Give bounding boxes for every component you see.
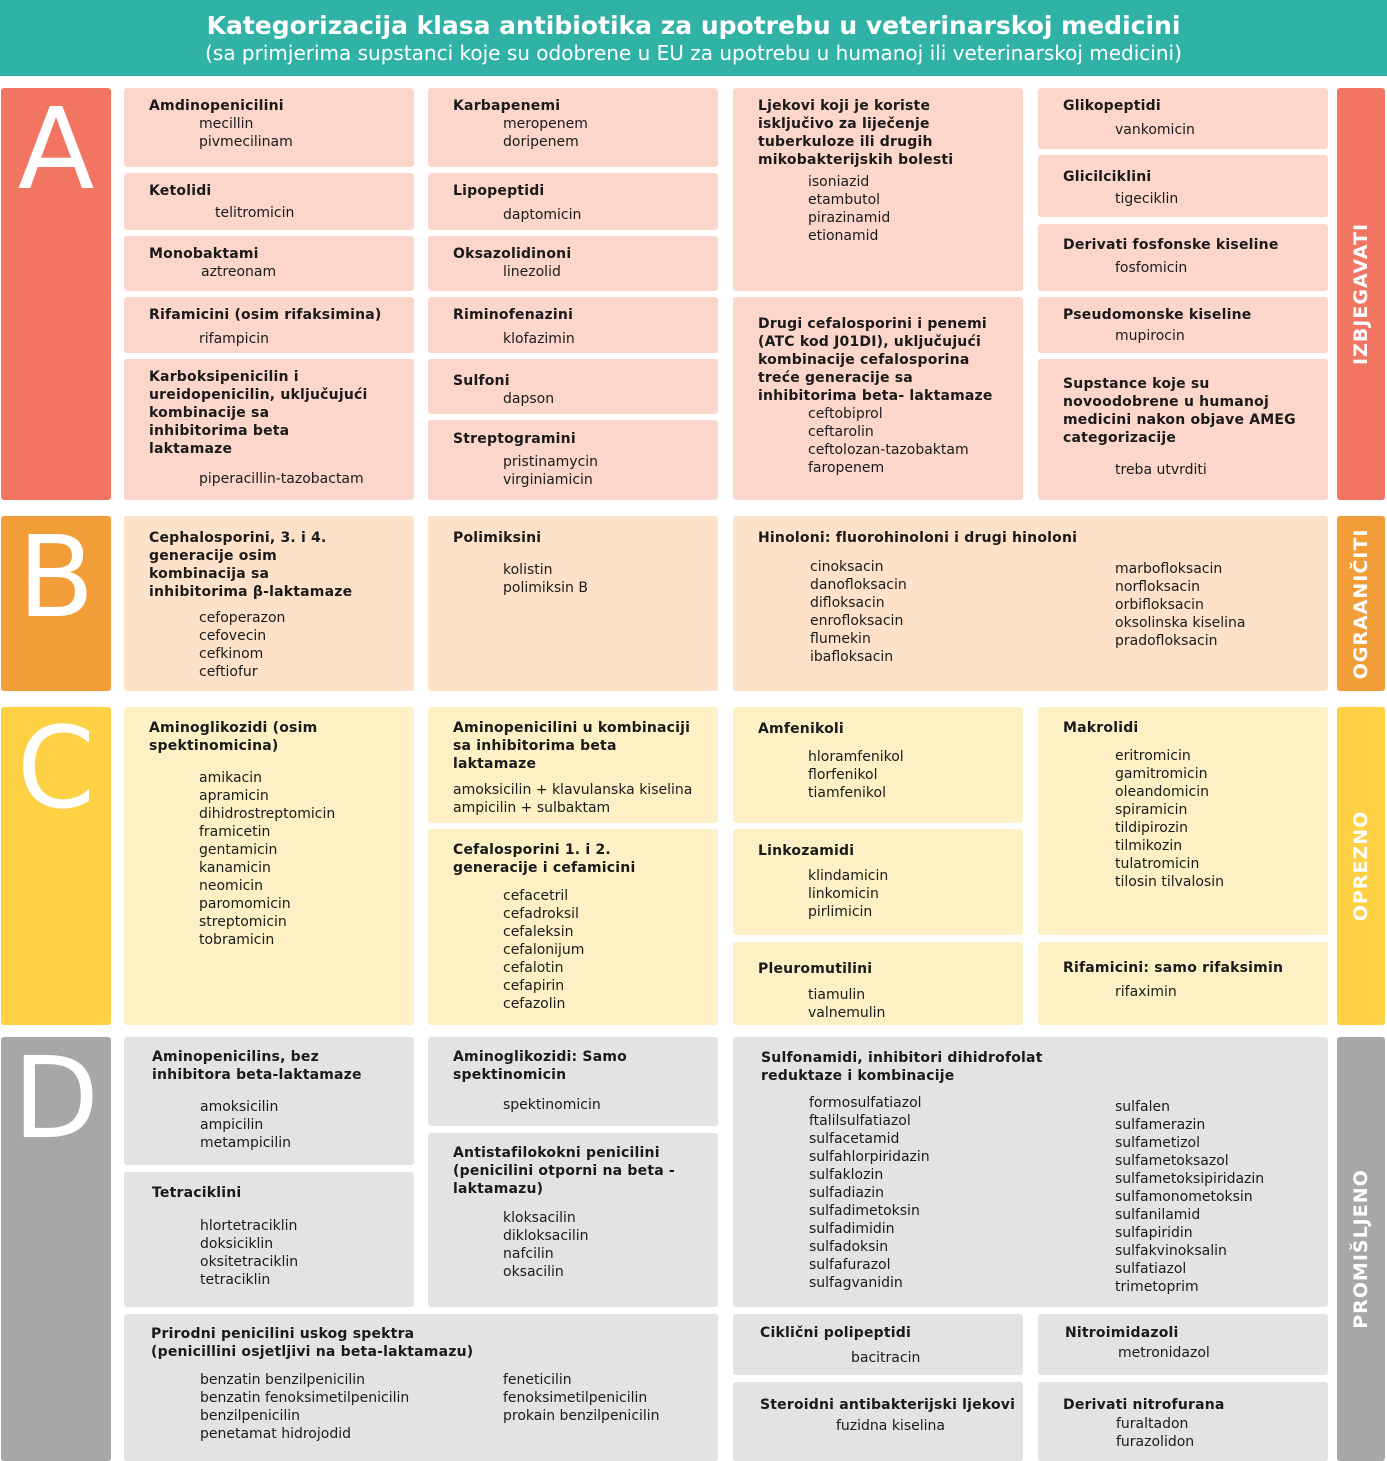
class-box-aminoglikozidi <box>124 707 414 1025</box>
substance-list <box>808 173 1023 245</box>
substance: danofloksacin <box>810 577 907 593</box>
substance-list-right <box>1115 1098 1264 1296</box>
class-title: Aminopenicilins, bez inhibitora beta-laktamaze <box>152 1049 362 1083</box>
substance: sulfanilamid <box>1115 1207 1201 1223</box>
substance: tobramicin <box>199 932 275 948</box>
class-title: Pseudomonske kiseline <box>1063 307 1252 323</box>
substance: apramicin <box>199 788 269 804</box>
substance-list <box>200 1217 414 1289</box>
substance-list <box>503 330 718 348</box>
class-title: Ciklični polipeptidi <box>760 1325 912 1341</box>
substance: cefalonijum <box>503 942 585 958</box>
class-title: Cefalosporini 1. i 2. generacije i cefamicini <box>453 842 636 876</box>
category-c-marker <box>1 704 111 1025</box>
substance-list <box>503 1209 718 1281</box>
substance: eritromicin <box>1115 748 1191 764</box>
substance: fosfomicin <box>1115 260 1188 276</box>
class-title: Sulfoni <box>453 373 510 389</box>
substance-list <box>201 263 414 281</box>
substance: sulfapiridin <box>1115 1225 1193 1241</box>
substance: kolistin <box>503 562 553 578</box>
class-title: Nitroimidazoli <box>1065 1325 1179 1341</box>
class-title: Makrolidi <box>1063 720 1139 736</box>
substance-list <box>215 204 414 222</box>
class-box-aminopenicilins <box>124 1037 414 1165</box>
substance: tetraciklin <box>200 1272 271 1288</box>
class-title: Linkozamidi <box>758 843 855 859</box>
substance: sulfalen <box>1115 1099 1170 1115</box>
class-title: Lipopeptidi <box>453 183 545 199</box>
class-title: Drugi cefalosporini i penemi (ATC kod J01DI), uključujući kombinacije cefalosporina treće generacije sa inhibitorima beta- laktamaze <box>758 316 993 404</box>
substance: spiramicin <box>1115 802 1188 818</box>
substance-list <box>836 1417 1023 1435</box>
substance: spektinomicin <box>503 1097 601 1113</box>
substance-list-left <box>200 1371 409 1443</box>
substance-list <box>1115 190 1328 208</box>
substance: linezolid <box>503 264 561 280</box>
class-box-novoodobrene <box>1038 359 1328 500</box>
substance: streptomicin <box>199 914 287 930</box>
substance: klindamicin <box>808 868 889 884</box>
substance-list <box>1116 1415 1328 1451</box>
substance: tiamulin <box>808 987 866 1003</box>
substance-list <box>199 470 414 488</box>
substance: cefapirin <box>503 978 565 994</box>
substance: sulfahlorpiridazin <box>809 1149 930 1165</box>
class-title: Prirodni penicilini uskog spektra (penicillini osjetljivi na beta-laktamazu) <box>151 1326 474 1360</box>
substance: oksacilin <box>503 1264 564 1280</box>
substance: sulfadimetoksin <box>809 1203 920 1219</box>
substance: sulfaklozin <box>809 1167 884 1183</box>
substance: treba utvrditi <box>1115 462 1207 478</box>
class-box-cephalosporini-3-4 <box>124 516 414 691</box>
substance-list <box>199 115 414 151</box>
class-box-rifamicini-rifaksimin <box>1038 942 1328 1025</box>
substance: formosulfatiazol <box>809 1095 922 1111</box>
class-title: Glicilciklini <box>1063 169 1152 185</box>
substance-list <box>503 887 718 1013</box>
substance-list <box>808 748 1023 802</box>
substance: metampicilin <box>200 1135 291 1151</box>
category-a-letter: A <box>17 85 95 215</box>
class-title: Aminopenicilini u kombinaciji sa inhibitorima beta laktamaze <box>453 720 691 772</box>
substance-list <box>1115 121 1328 139</box>
class-title: Tetraciklini <box>152 1185 242 1201</box>
class-title: Riminofenazini <box>453 307 574 323</box>
class-box-rifamicini <box>124 297 414 353</box>
substance: sulfamerazin <box>1115 1117 1206 1133</box>
class-box-streptogramini <box>428 420 718 500</box>
substance: doksiciklin <box>200 1236 274 1252</box>
class-title: Oksazolidinoni <box>453 246 572 262</box>
class-title: Steroidni antibakterijski ljekovi <box>760 1397 1016 1413</box>
class-title: Rifamicini (osim rifaksimina) <box>149 307 382 323</box>
class-box-polimiksini <box>428 516 718 691</box>
substance: rifampicin <box>199 331 270 347</box>
substance: sulfadiazin <box>809 1185 885 1201</box>
substance: amikacin <box>199 770 263 786</box>
class-box-pseudomonske <box>1038 297 1328 353</box>
substance-list <box>1115 327 1328 345</box>
substance-list <box>503 390 718 408</box>
substance-list <box>503 453 718 489</box>
class-box-ciklicni-polipeptidi <box>733 1314 1023 1375</box>
class-title: Amfenikoli <box>758 721 844 737</box>
class-box-amdinopenicilini <box>124 88 414 167</box>
page-subtitle: (sa primjerima supstanci koje su odobrene u EU za upotrebu u humanoj ili veterinarskoj medicini) <box>205 41 1182 65</box>
class-box-makrolidi <box>1038 707 1328 935</box>
substance: cefalotin <box>503 960 564 976</box>
substance: piperacillin-tazobactam <box>199 471 364 487</box>
class-title: Ljekovi koji je koriste isključivo za liječenje tuberkuloze ili drugih mikobakterijskih bolesti <box>758 98 954 168</box>
substance: doripenem <box>503 134 579 150</box>
class-title: Karboksipenicilin i ureidopenicilin, uključujući kombinacije sa inhibitorima beta laktamaze <box>149 369 368 457</box>
substance: tiamfenikol <box>808 785 886 801</box>
substance: mupirocin <box>1115 328 1185 344</box>
category-a-label: IZBJEGAVATI <box>1350 222 1372 366</box>
substance: flumekin <box>810 631 871 647</box>
class-box-riminofenazini <box>428 297 718 353</box>
substance: cefaleksin <box>503 924 574 940</box>
substance: mecillin <box>199 116 254 132</box>
class-box-antistafilokokni <box>428 1133 718 1307</box>
substance-list <box>808 986 1023 1022</box>
substance: sulfadoksin <box>809 1239 889 1255</box>
class-title: Aminoglikozidi (osim spektinomicina) <box>149 720 318 754</box>
category-a-marker <box>1 85 111 500</box>
class-box-pleuromutilini <box>733 942 1023 1025</box>
category-a-label-bar <box>1337 88 1385 500</box>
substance: sulfamonometoksin <box>1115 1189 1253 1205</box>
substance: paromomicin <box>199 896 291 912</box>
category-b-label-bar <box>1337 516 1385 691</box>
substance: hloramfenikol <box>808 749 904 765</box>
substance: oksitetraciklin <box>200 1254 299 1270</box>
class-box-glikopeptidi <box>1038 88 1328 149</box>
substance: pivmecilinam <box>199 134 293 150</box>
substance-list <box>851 1349 1023 1367</box>
substance: oleandomicin <box>1115 784 1209 800</box>
substance: sulfatiazol <box>1115 1261 1187 1277</box>
substance: ampicilin <box>200 1117 264 1133</box>
substance: dihidrostreptomicin <box>199 806 336 822</box>
category-b-marker <box>1 513 111 691</box>
substance: ceftobiprol <box>808 406 883 422</box>
substance: orbifloksacin <box>1115 597 1204 613</box>
class-box-karbapenemi <box>428 88 718 167</box>
class-title: Karbapenemi <box>453 98 561 114</box>
class-title: Polimiksini <box>453 530 542 546</box>
substance: sulfametoksazol <box>1115 1153 1229 1169</box>
class-box-tuberkuloza <box>733 88 1023 291</box>
substance: amoksicilin <box>200 1099 279 1115</box>
substance: tildipirozin <box>1115 820 1188 836</box>
substance: etambutol <box>808 192 881 208</box>
substance: pristinamycin <box>503 454 599 470</box>
class-box-monobaktami <box>124 236 414 291</box>
substance: meropenem <box>503 116 588 132</box>
substance-list-left <box>810 558 907 666</box>
substance-list <box>503 115 718 151</box>
substance: trimetoprim <box>1115 1279 1199 1295</box>
substance: tilmikozin <box>1115 838 1183 854</box>
substance-list <box>503 1096 718 1114</box>
category-b-letter: B <box>17 513 95 643</box>
class-box-drugi-cefalosporini <box>733 297 1023 500</box>
substance: aztreonam <box>201 264 277 280</box>
class-box-sulfoni <box>428 359 718 414</box>
substance: framicetin <box>199 824 271 840</box>
substance: rifaximin <box>1115 984 1177 1000</box>
substance: sulfakvinoksalin <box>1115 1243 1227 1259</box>
class-title: Streptogramini <box>453 431 576 447</box>
category-d-label-bar <box>1337 1037 1385 1461</box>
class-title: Hinoloni: fluorohinoloni i drugi hinoloni <box>758 530 1078 546</box>
substance: sulfagvanidin <box>809 1275 903 1291</box>
substance: florfenikol <box>808 767 878 783</box>
substance-list <box>453 781 718 817</box>
substance: benzatin benzilpenicilin <box>200 1372 366 1388</box>
substance-list-left <box>809 1094 930 1292</box>
substance-list <box>199 769 414 949</box>
substance-list <box>503 206 718 224</box>
class-box-prirodni-penicilini <box>124 1314 718 1461</box>
substance: ftalilsulfatiazol <box>809 1113 911 1129</box>
class-title: Glikopeptidi <box>1063 98 1161 114</box>
class-box-nitroimidazoli <box>1038 1314 1328 1375</box>
substance-list <box>200 1098 414 1152</box>
substance-list-right <box>503 1371 660 1425</box>
class-box-nitrofurana <box>1038 1382 1328 1461</box>
substance: faropenem <box>808 460 885 476</box>
category-c-label: OPREZNO <box>1350 810 1372 922</box>
substance-list <box>503 561 718 597</box>
class-box-oksazolidinoni <box>428 236 718 291</box>
substance: sulfametoksipiridazin <box>1115 1171 1265 1187</box>
substance: cinoksacin <box>810 559 884 575</box>
category-d-label: PROMIŠLJENO <box>1350 1169 1372 1329</box>
substance: pirazinamid <box>808 210 891 226</box>
substance: kanamicin <box>199 860 271 876</box>
substance: tulatromicin <box>1115 856 1200 872</box>
category-c-label-bar <box>1337 707 1385 1025</box>
substance: tilosin tilvalosin <box>1115 874 1224 890</box>
substance: cefoperazon <box>199 610 286 626</box>
substance: cefovecin <box>199 628 267 644</box>
substance: linkomicin <box>808 886 879 902</box>
class-title: Derivati fosfonske kiseline <box>1063 237 1279 253</box>
substance: nafcilin <box>503 1246 554 1262</box>
substance: virginiamicin <box>503 472 593 488</box>
substance: benzatin fenoksimetilpenicilin <box>200 1390 410 1406</box>
substance-list <box>503 263 718 281</box>
substance: marbofloksacin <box>1115 561 1223 577</box>
substance: amoksicilin + klavulanska kiselina <box>453 782 693 798</box>
class-title: Amdinopenicilini <box>149 98 284 114</box>
substance: ampicilin + sulbaktam <box>453 800 611 816</box>
substance: benzilpenicilin <box>200 1408 301 1424</box>
substance: sulfadimidin <box>809 1221 895 1237</box>
substance: cefkinom <box>199 646 264 662</box>
substance-list <box>199 609 414 681</box>
class-title: Cephalosporini, 3. i 4. generacije osim kombinacija sa inhibitorima β-laktamaze <box>149 530 353 600</box>
class-box-ketolidi <box>124 173 414 230</box>
category-b-label: OGRAANIČITI <box>1350 528 1372 679</box>
substance: feneticilin <box>503 1372 572 1388</box>
class-box-fosfonske <box>1038 224 1328 291</box>
substance: cefadroksil <box>503 906 579 922</box>
substance: furaltadon <box>1116 1416 1189 1432</box>
class-title: Supstance koje su novoodobrene u humanoj medicini nakon objave AMEG categorizacije <box>1063 376 1296 446</box>
substance: neomicin <box>199 878 264 894</box>
substance-list <box>808 867 1023 921</box>
substance: norfloksacin <box>1115 579 1201 595</box>
substance: ibafloksacin <box>810 649 894 665</box>
substance: klofazimin <box>503 331 575 347</box>
category-d-marker <box>1 1034 111 1461</box>
substance: prokain benzilpenicilin <box>503 1408 660 1424</box>
substance: pradofloksacin <box>1115 633 1218 649</box>
substance: furazolidon <box>1116 1434 1195 1450</box>
substance-list <box>1118 1344 1328 1362</box>
substance: dapson <box>503 391 555 407</box>
class-title: Pleuromutilini <box>758 961 873 977</box>
substance: bacitracin <box>851 1350 921 1366</box>
class-title: Ketolidi <box>149 183 212 199</box>
substance: dikloksacilin <box>503 1228 589 1244</box>
class-box-tetraciklini <box>124 1172 414 1307</box>
substance: cefacetril <box>503 888 569 904</box>
class-box-cefalosporini-1-2 <box>428 829 718 1025</box>
class-title: Monobaktami <box>149 246 259 262</box>
substance: sulfacetamid <box>809 1131 900 1147</box>
substance: fenoksimetilpenicilin <box>503 1390 648 1406</box>
substance: daptomicin <box>503 207 582 223</box>
substance-list <box>1115 461 1328 479</box>
substance: valnemulin <box>808 1005 886 1021</box>
substance: kloksacilin <box>503 1210 576 1226</box>
substance-list-right <box>1115 560 1246 650</box>
substance-list <box>1115 747 1328 891</box>
class-box-hinoloni <box>733 516 1328 691</box>
class-box-karboksipenicilin <box>124 359 414 500</box>
substance-list <box>199 330 414 348</box>
substance: vankomicin <box>1115 122 1195 138</box>
class-box-glicilciklini <box>1038 155 1328 217</box>
substance: oksolinska kiselina <box>1115 615 1246 631</box>
class-title: Antistafilokokni penicilini (penicilini otporni na beta - laktamazu) <box>453 1145 675 1197</box>
substance: difloksacin <box>810 595 885 611</box>
class-box-sulfonamidi <box>733 1037 1328 1307</box>
class-box-steroidni <box>733 1382 1023 1461</box>
class-title: Rifamicini: samo rifaksimin <box>1063 960 1284 976</box>
substance: ceftolozan-tazobaktam <box>808 442 969 458</box>
substance: hlortetraciklin <box>200 1218 298 1234</box>
substance: sulfafurazol <box>809 1257 891 1273</box>
substance: telitromicin <box>215 205 295 221</box>
substance-list <box>1115 983 1328 1001</box>
class-title: Aminoglikozidi: Samo spektinomicin <box>453 1049 627 1083</box>
substance: gentamicin <box>199 842 278 858</box>
substance: etionamid <box>808 228 879 244</box>
class-box-aminoglikozidi-spektinomicin <box>428 1037 718 1126</box>
substance: isoniazid <box>808 174 870 190</box>
substance: sulfametizol <box>1115 1135 1200 1151</box>
category-d-letter: D <box>12 1034 100 1164</box>
substance: ceftarolin <box>808 424 874 440</box>
class-box-amfenikoli <box>733 707 1023 823</box>
substance-list <box>1115 259 1328 277</box>
page-title: Kategorizacija klasa antibiotika za upotrebu u veterinarskoj medicini <box>206 11 1181 40</box>
class-box-linkozamidi <box>733 829 1023 935</box>
class-title: Derivati nitrofurana <box>1063 1397 1225 1413</box>
class-title: Sulfonamidi, inhibitori dihidrofolat reduktaze i kombinacije <box>761 1050 1043 1084</box>
substance: metronidazol <box>1118 1345 1210 1361</box>
header-banner <box>0 0 1387 76</box>
substance-list <box>808 405 1023 477</box>
class-box-lipopeptidi <box>428 173 718 230</box>
substance: cefazolin <box>503 996 566 1012</box>
category-c-letter: C <box>16 704 96 834</box>
substance: enrofloksacin <box>810 613 904 629</box>
substance: pirlimicin <box>808 904 873 920</box>
class-box-aminopenicilini-inhibitori <box>428 707 718 823</box>
substance: fuzidna kiselina <box>836 1418 945 1434</box>
substance: polimiksin B <box>503 580 588 596</box>
substance: ceftiofur <box>199 664 258 680</box>
substance: gamitromicin <box>1115 766 1208 782</box>
substance: tigeciklin <box>1115 191 1179 207</box>
substance: penetamat hidrojodid <box>200 1426 351 1442</box>
